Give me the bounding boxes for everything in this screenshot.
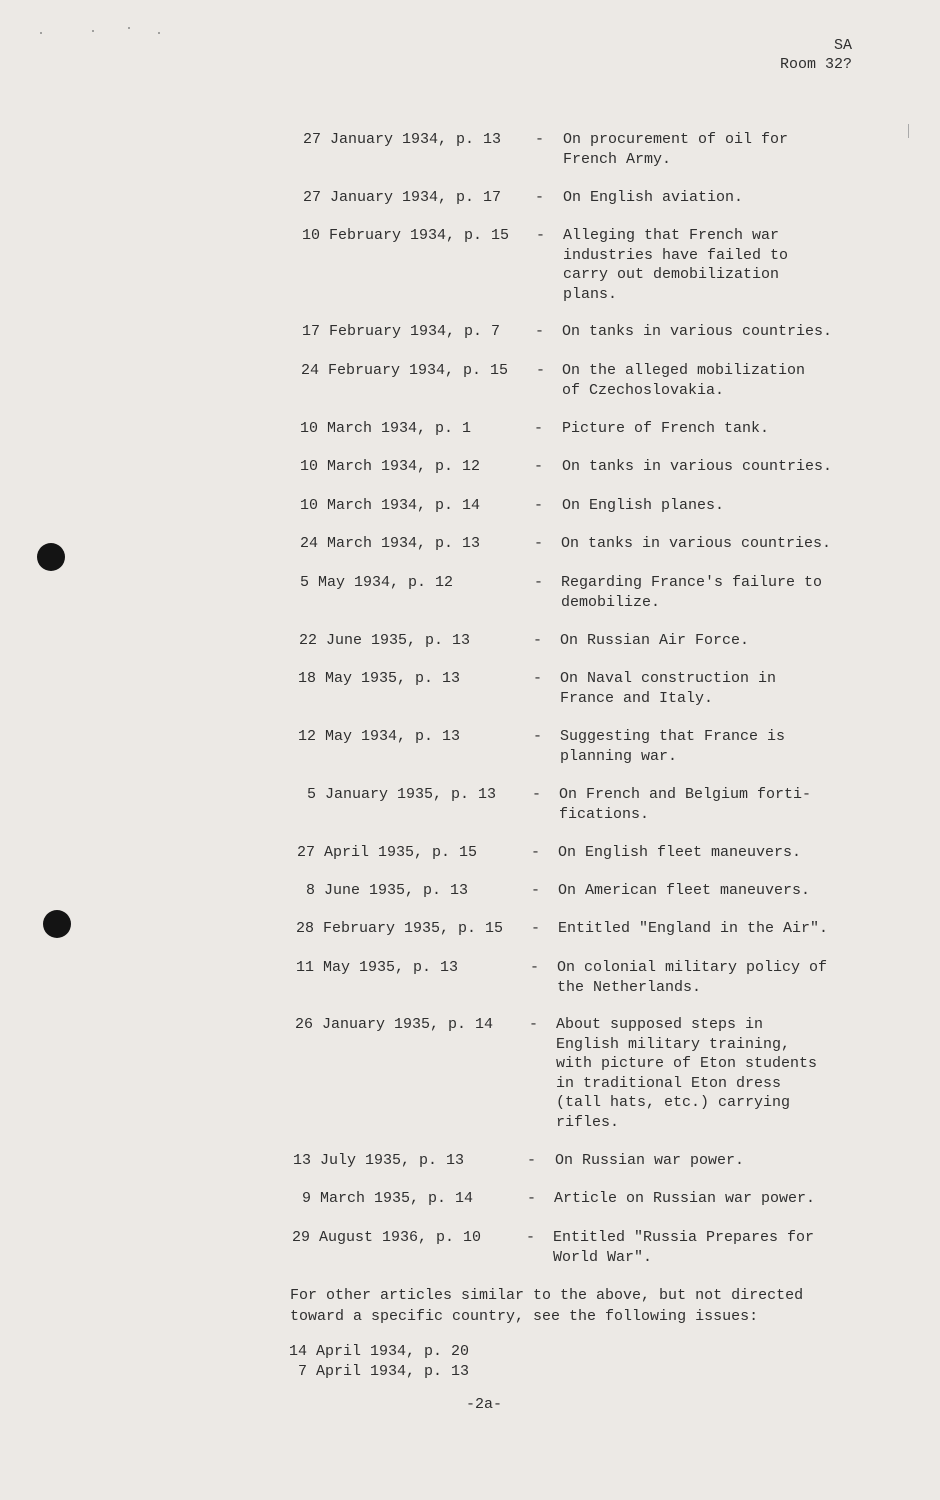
- entry-dash: -: [526, 1229, 536, 1246]
- entry-dash: -: [534, 458, 544, 475]
- entry-description: About supposed steps in English military training, with picture of Eton students in traditional Eton dress (tall hats, etc.) carrying rifles.: [556, 1016, 818, 1131]
- entry-date: 28 February 1935, p. 15: [296, 920, 504, 937]
- entry-dash: -: [527, 1152, 537, 1169]
- entry-description: On tanks in various countries.: [562, 323, 833, 340]
- entry-date: 10 March 1934, p. 12: [300, 458, 481, 475]
- entry-dash: -: [530, 959, 540, 976]
- entry-date: 5 January 1935, p. 13: [307, 786, 497, 803]
- paper-speck: [158, 32, 160, 34]
- entry-date: 24 February 1934, p. 15: [301, 362, 509, 379]
- entry-description: On English fleet maneuvers.: [558, 844, 802, 861]
- entry-description: On Naval construction in France and Italy.: [560, 670, 777, 707]
- entry-date: 12 May 1934, p. 13: [298, 728, 461, 745]
- issue-reference: 7 April 1934, p. 13: [298, 1363, 470, 1380]
- entry-dash: -: [534, 420, 544, 437]
- entry-dash: -: [531, 844, 541, 861]
- entry-description: On Russian Air Force.: [560, 632, 750, 649]
- issue-reference: 14 April 1934, p. 20: [289, 1343, 470, 1360]
- entry-date: 10 March 1934, p. 14: [300, 497, 481, 514]
- entry-dash: -: [535, 189, 545, 206]
- entry-date: 17 February 1934, p. 7: [302, 323, 501, 340]
- entry-description: Entitled "England in the Air".: [558, 920, 829, 937]
- punch-hole-lower: [43, 910, 71, 938]
- entry-dash: -: [531, 882, 541, 899]
- entry-description: Regarding France's failure to demobilize.: [561, 574, 823, 611]
- entry-date: 27 January 1934, p. 13: [303, 131, 502, 148]
- room-number: Room 32?: [779, 56, 852, 73]
- entry-date: 9 March 1935, p. 14: [302, 1190, 474, 1207]
- entry-date: 5 May 1934, p. 12: [300, 574, 454, 591]
- entry-dash: -: [527, 1190, 537, 1207]
- page-number: -2a-: [466, 1396, 503, 1413]
- entry-description: Suggesting that France is planning war.: [560, 728, 786, 765]
- entry-description: Article on Russian war power.: [554, 1190, 816, 1207]
- entry-dash: -: [536, 227, 546, 244]
- entry-description: On English planes.: [562, 497, 725, 514]
- entry-description: On tanks in various countries.: [561, 535, 832, 552]
- entry-description: Picture of French tank.: [562, 420, 770, 437]
- entry-dash: -: [535, 131, 545, 148]
- entry-dash: -: [534, 497, 544, 514]
- entry-date: 27 April 1935, p. 15: [297, 844, 478, 861]
- entry-description: Entitled "Russia Prepares for World War".: [553, 1229, 815, 1266]
- entry-description: On tanks in various countries.: [562, 458, 833, 475]
- closing-note: For other articles similar to the above, but not directed toward a specific country, see the following issues:: [290, 1287, 804, 1325]
- entry-description: On American fleet maneuvers.: [558, 882, 811, 899]
- file-code: SA: [833, 37, 852, 54]
- entry-dash: -: [532, 786, 542, 803]
- entry-date: 22 June 1935, p. 13: [299, 632, 471, 649]
- entry-description: On French and Belgium forti- fications.: [559, 786, 812, 823]
- entry-dash: -: [534, 574, 544, 591]
- entry-dash: -: [536, 362, 546, 379]
- entry-dash: -: [533, 670, 543, 687]
- entry-date: 10 February 1934, p. 15: [302, 227, 510, 244]
- paper-speck: [92, 30, 94, 32]
- entry-date: 13 July 1935, p. 13: [293, 1152, 465, 1169]
- entry-description: On Russian war power.: [555, 1152, 745, 1169]
- paper-speck: [128, 27, 130, 29]
- entry-dash: -: [533, 632, 543, 649]
- entry-description: On procurement of oil for French Army.: [563, 131, 789, 168]
- paper-speck: [40, 32, 42, 34]
- entry-description: On colonial military policy of the Netherlands.: [557, 959, 828, 996]
- entry-date: 8 June 1935, p. 13: [306, 882, 469, 899]
- entry-dash: -: [533, 728, 543, 745]
- entry-date: 11 May 1935, p. 13: [296, 959, 459, 976]
- entry-dash: -: [534, 535, 544, 552]
- entry-dash: -: [529, 1016, 539, 1033]
- paper-edge-mark: [908, 124, 909, 138]
- entry-dash: -: [531, 920, 541, 937]
- entry-description: Alleging that French war industries have failed to carry out demobilization plans.: [563, 227, 789, 303]
- entry-date: 10 March 1934, p. 1: [300, 420, 472, 437]
- entry-description: On English aviation.: [563, 189, 744, 206]
- entry-description: On the alleged mobilization of Czechoslovakia.: [562, 362, 806, 399]
- entry-date: 29 August 1936, p. 10: [292, 1229, 482, 1246]
- entry-date: 18 May 1935, p. 13: [298, 670, 461, 687]
- entry-date: 27 January 1934, p. 17: [303, 189, 502, 206]
- entry-date: 24 March 1934, p. 13: [300, 535, 481, 552]
- entry-date: 26 January 1935, p. 14: [295, 1016, 494, 1033]
- punch-hole-upper: [37, 543, 65, 571]
- entry-dash: -: [535, 323, 545, 340]
